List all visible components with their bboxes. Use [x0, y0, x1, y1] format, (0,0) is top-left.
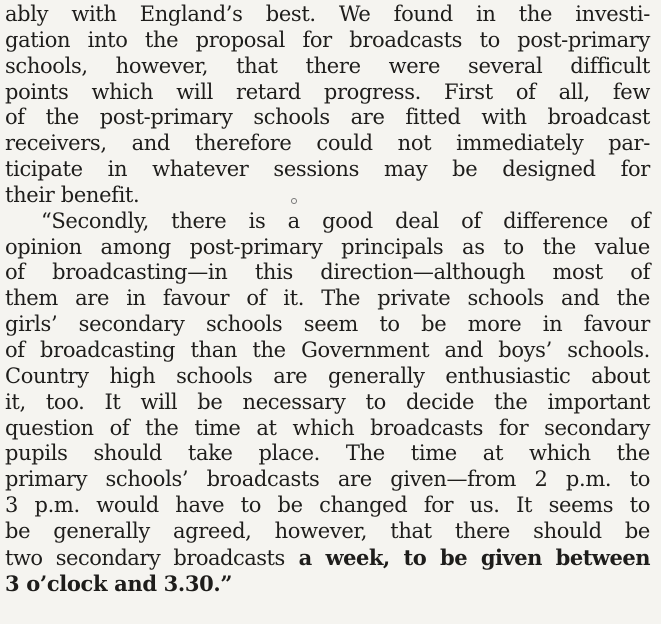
text-line: ticipate in whatever sessions may be designed for: [5, 157, 650, 182]
text-line: of broadcasting than the Government and boys’ schools.: [5, 337, 650, 362]
text-line: primary schools’ broadcasts are given—from 2 p.m. to: [5, 467, 650, 492]
text-line-normal-part: two secondary broadcasts: [5, 545, 285, 570]
text-line: ably with England’s best. We found in the investi-: [5, 2, 650, 26]
text-line: schools, however, that there were several difficult: [5, 53, 650, 78]
text-line: be generally agreed, however, that there should be: [5, 518, 650, 543]
article-column: [5, 2, 650, 596]
text-line: question of the time at which broadcasts for secondary: [5, 415, 650, 440]
text-line: 3 p.m. would have to be changed for us. It seems to: [5, 493, 650, 518]
print-speck-mark: [291, 198, 297, 204]
text-line: opinion among post-primary principals as to the value: [5, 234, 650, 259]
text-line: gation into the proposal for broadcasts to post-primary: [5, 27, 650, 52]
text-line: pupils should take place. The time at which the: [5, 441, 650, 466]
text-line: receivers, and therefore could not immediately par-: [5, 131, 650, 156]
text-line: points which will retard progress. First of all, few: [5, 79, 650, 104]
text-line: Country high schools are generally enthusiastic about: [5, 363, 650, 388]
text-line: of broadcasting—in this direction—although most of: [5, 260, 650, 285]
text-line-bold-part: a week, to be given between: [284, 544, 650, 570]
text-line: girls’ secondary schools seem to be more in favour: [5, 312, 650, 337]
text-line: their benefit.: [5, 182, 140, 207]
text-line-final: 3 o’clock and 3.30.”: [5, 570, 233, 596]
text-line: it, too. It will be necessary to decide the important: [5, 389, 650, 414]
text-line: “Secondly, there is a good deal of difference of: [41, 208, 650, 233]
text-line: them are in favour of it. The private schools and the: [5, 286, 650, 311]
text-line: of the post-primary schools are fitted with broadcast: [5, 105, 650, 130]
text-line-mixed: [5, 545, 650, 571]
